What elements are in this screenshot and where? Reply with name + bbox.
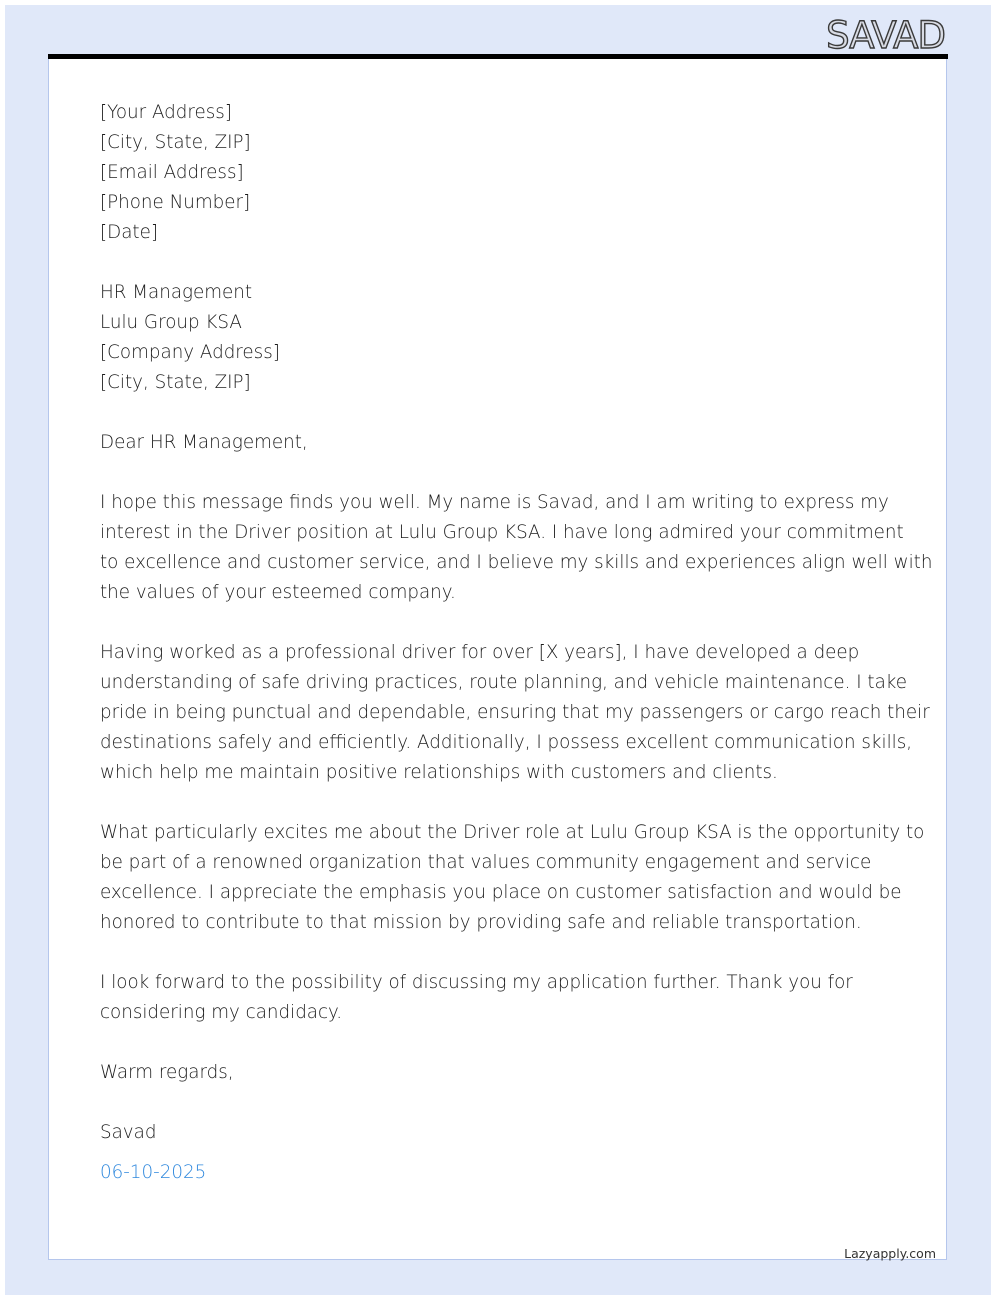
footer-brand: Lazyapply.com [844, 1246, 936, 1261]
paragraph-line: Having worked as a professional driver for over [X years], I have developed a deep [100, 642, 860, 663]
sender-city-state-zip: [City, State, ZIP] [100, 132, 251, 153]
closing: Warm regards, [100, 1062, 234, 1083]
letter-body [100, 98, 933, 1188]
recipient-company: Lulu Group KSA [100, 312, 242, 333]
recipient-title: HR Management [100, 282, 253, 303]
salutation: Dear HR Management, [100, 432, 308, 453]
paragraph-line: understanding of safe driving practices, route planning, and vehicle maintenance. I take [100, 672, 907, 693]
paragraph-line: the values of your esteemed company. [100, 582, 456, 603]
paragraph-line: I look forward to the possibility of discussing my application further. Thank you for [100, 972, 853, 993]
header-name: SAVAD [826, 14, 945, 57]
body-paragraph [100, 488, 933, 608]
recipient-address: [Company Address] [100, 342, 280, 363]
paragraph-line: I hope this message finds you well. My name is Savad, and I am writing to express my [100, 492, 889, 513]
paragraph-line: be part of a renowned organization that values community engagement and service [100, 852, 872, 873]
sender-address: [Your Address] [100, 102, 232, 123]
paragraph-line: pride in being punctual and dependable, ensuring that my passengers or cargo reach their [100, 702, 930, 723]
recipient-city-state-zip: [City, State, ZIP] [100, 372, 251, 393]
paragraph-line: honored to contribute to that mission by providing safe and reliable transportation. [100, 912, 862, 933]
body-paragraph [100, 968, 900, 1028]
paragraph-line: interest in the Driver position at Lulu Group KSA. I have long admired your commitment [100, 522, 904, 543]
paragraph-line: to excellence and customer service, and I believe my skills and experiences align well with [100, 552, 933, 573]
signature-date: 06-10-2025 [100, 1162, 207, 1183]
body-paragraph [100, 818, 925, 938]
signature-name: Savad [100, 1122, 157, 1143]
paragraph-line: which help me maintain positive relationships with customers and clients. [100, 762, 778, 783]
sender-email: [Email Address] [100, 162, 244, 183]
paragraph-line: considering my candidacy. [100, 1002, 343, 1023]
sender-date: [Date] [100, 222, 158, 243]
header-divider [48, 54, 948, 59]
paragraph-line: excellence. I appreciate the emphasis you place on customer satisfaction and would be [100, 882, 902, 903]
paragraph-line: What particularly excites me about the Driver role at Lulu Group KSA is the opportunity to [100, 822, 925, 843]
paragraph-line: destinations safely and efficiently. Additionally, I possess excellent communication skills, [100, 732, 913, 753]
sender-phone: [Phone Number] [100, 192, 251, 213]
body-paragraph [100, 638, 930, 788]
